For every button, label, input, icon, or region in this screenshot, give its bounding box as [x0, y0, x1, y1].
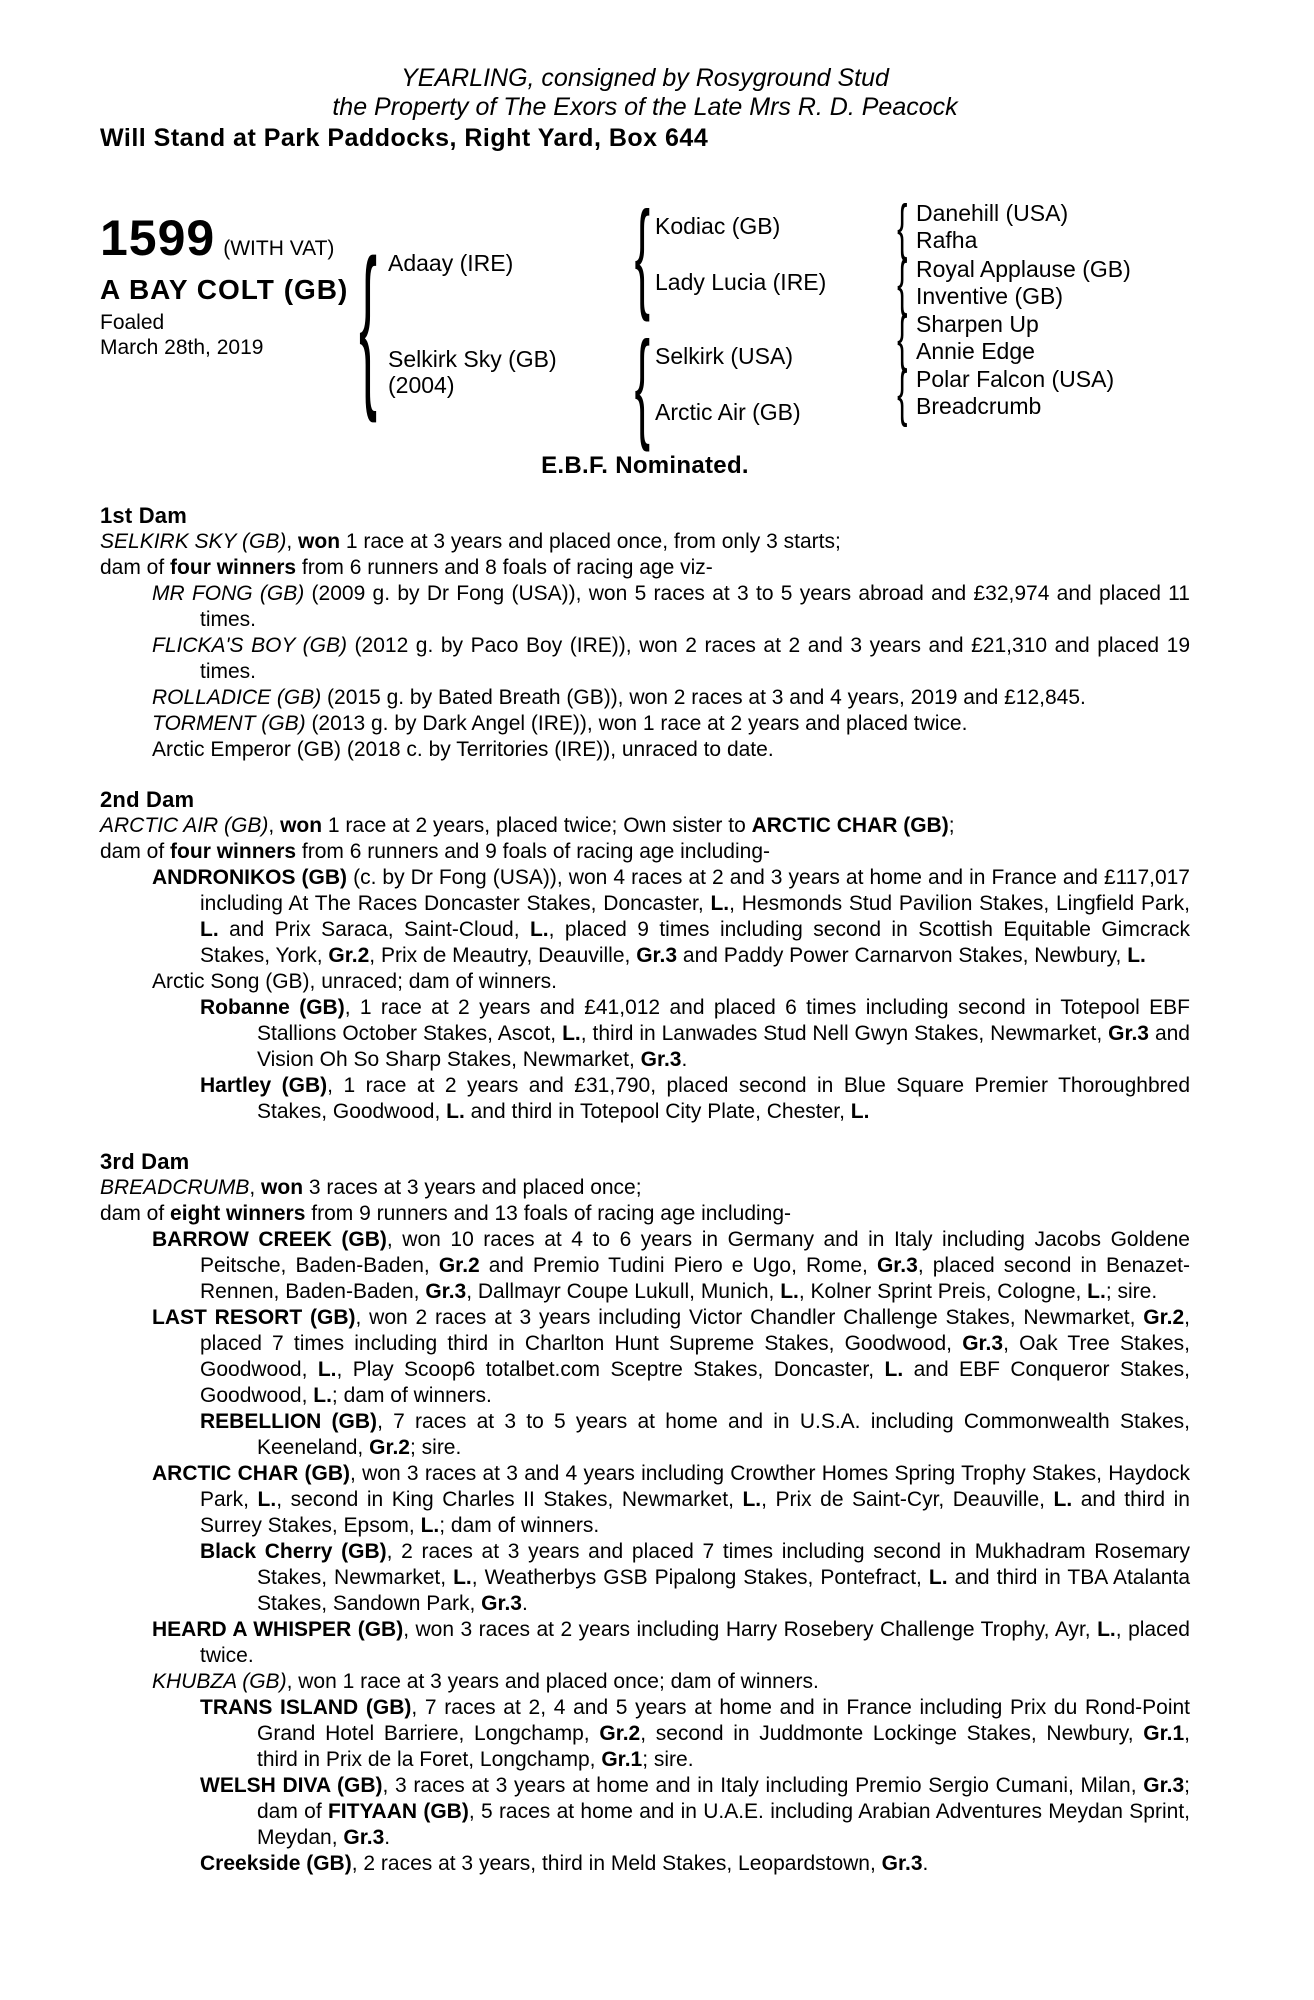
- pedigree-name: Annie Edge: [916, 338, 1035, 364]
- foaled-date: March 28th, 2019: [100, 336, 264, 359]
- pedigree-paragraph: FLICKA'S BOY (GB) (2012 g. by Paco Boy (IRE)), won 2 races at 2 and 3 years and £21,310 and placed 19 times.: [152, 634, 1190, 683]
- pedigree-paragraph: ANDRONIKOS (GB) (c. by Dr Fong (USA)), won 4 races at 2 and 3 years at home and in France and £117,017 including At The Races Doncaster Stakes, Doncaster, L., Hesmonds Stud Pavilion Stakes, Lingfield Park, L. and Prix Saraca, Saint-Cloud, L., placed 9 times including second in Scottish Equitable Gimcrack Stakes, York, Gr.2, Prix de Meautry, Deauville, Gr.3 and Paddy Power Carnarvon Stakes, Newbury, L.: [152, 866, 1191, 967]
- brace-icon: {: [634, 186, 650, 322]
- pedigree-table: [100, 174, 1190, 452]
- brace-icon: {: [896, 192, 908, 262]
- pedigree-paragraph: TRANS ISLAND (GB), 7 races at 2, 4 and 5 years at home and in France including Prix du Rond-Point Grand Hotel Barriere, Longchamp, Gr.2, second in Juddmonte Lockinge Stakes, Newbury, Gr.1, third in Prix de la Foret, Longchamp, Gr.1; sire.: [200, 1696, 1191, 1771]
- pedigree-paragraph: REBELLION (GB), 7 races at 3 to 5 years at home and in U.S.A. including Commonwealth Stakes, Keeneland, Gr.2; sire.: [200, 1410, 1190, 1459]
- gen3-pair-1: [916, 200, 1068, 254]
- gen2-pair-1: [655, 198, 826, 310]
- page-header: [100, 64, 1190, 154]
- dam-name-block: [388, 346, 557, 398]
- pedigree-paragraph: BREADCRUMB, won 3 races at 3 years and placed once;: [100, 1176, 642, 1199]
- dam-section-heading: 2nd Dam: [100, 787, 195, 812]
- granddam-name: Arctic Air (GB): [655, 399, 801, 425]
- pedigree-name: Inventive (GB): [916, 283, 1063, 309]
- pedigree-paragraph: dam of four winners from 6 runners and 9 foals of racing age including-: [100, 840, 770, 863]
- consigned-line: YEARLING, consigned by Rosyground Stud: [401, 64, 889, 92]
- brace-icon: {: [358, 222, 378, 424]
- brace-icon: {: [896, 358, 908, 428]
- lot-block: [100, 212, 348, 360]
- pedigree-paragraph: Black Cherry (GB), 2 races at 3 years and placed 7 times including second in Mukhadram Rosemary Stakes, Newmarket, L., Weatherbys GSB Pipalong Stakes, Pontefract, L. and third in TBA Atalanta Stakes, Sandown Park, Gr.3.: [200, 1540, 1191, 1615]
- lot-number: 1599: [100, 210, 216, 266]
- pedigree-paragraph: HEARD A WHISPER (GB), won 3 races at 2 years including Harry Rosebery Challenge Trophy, Ayr, L., placed twice.: [152, 1618, 1190, 1667]
- pedigree-paragraph: ROLLADICE (GB) (2015 g. by Bated Breath (GB)), won 2 races at 3 and 4 years, 2019 and £12,845.: [152, 686, 1086, 709]
- pedigree-paragraph: SELKIRK SKY (GB), won 1 race at 3 years and placed once, from only 3 starts;: [100, 530, 841, 553]
- dam-section: [100, 502, 1190, 763]
- pedigree-name: Sharpen Up: [916, 311, 1039, 337]
- pedigree-paragraph: TORMENT (GB) (2013 g. by Dark Angel (IRE)), won 1 race at 2 years and placed twice.: [152, 712, 968, 735]
- pedigree-paragraph: KHUBZA (GB), won 1 race at 3 years and placed once; dam of winners.: [152, 1670, 819, 1693]
- stand-line: Will Stand at Park Paddocks, Right Yard, Box 644: [100, 124, 709, 152]
- property-line: the Property of The Exors of the Late Mrs R. D. Peacock: [332, 93, 958, 121]
- dam-section-heading: 3rd Dam: [100, 1149, 190, 1174]
- pedigree-paragraph: WELSH DIVA (GB), 3 races at 3 years at home and in Italy including Premio Sergio Cumani, Milan, Gr.3; dam of FITYAAN (GB), 5 races at home and in U.A.E. including Arabian Adventures Meydan Sprint, Meydan, Gr.3.: [200, 1774, 1190, 1849]
- dam-sections: [100, 502, 1190, 1877]
- pedigree-paragraph: Creekside (GB), 2 races at 3 years, third in Meld Stakes, Leopardstown, Gr.3.: [200, 1852, 929, 1875]
- gen3-pair-2: [916, 256, 1131, 310]
- pedigree-paragraph: Arctic Emperor (GB) (2018 c. by Territories (IRE)), unraced to date.: [152, 738, 774, 761]
- pedigree-paragraph: LAST RESORT (GB), won 2 races at 3 years including Victor Chandler Challenge Stakes, Newmarket, Gr.2, placed 7 times including third in Charlton Hunt Supreme Stakes, Goodwood, Gr.3, Oak Tree Stakes, Goodwood, L., Play Scoop6 totalbet.com Sceptre Stakes, Doncaster, L. and EBF Conqueror Stakes, Goodwood, L.; dam of winners.: [152, 1306, 1191, 1407]
- dam-section: [100, 786, 1190, 1125]
- dam-year: (2004): [388, 372, 455, 398]
- colt-description: A BAY COLT (GB): [100, 274, 349, 305]
- pedigree-name: Royal Applause (GB): [916, 256, 1131, 282]
- dam-section-heading: 1st Dam: [100, 503, 187, 528]
- brace-icon: {: [896, 303, 908, 373]
- foaled-label: Foaled: [100, 311, 165, 334]
- dam-section: [100, 1148, 1190, 1877]
- sire-name: Adaay (IRE): [388, 250, 514, 276]
- pedigree-name: Polar Falcon (USA): [916, 366, 1115, 392]
- pedigree-paragraph: BARROW CREEK (GB), won 10 races at 4 to 6 years in Germany and in Italy including Jacobs Goldene Peitsche, Baden-Baden, Gr.2 and Premio Tudini Piero e Ugo, Rome, Gr.3, placed second in Benazet-Rennen, Baden-Baden, Gr.3, Dallmayr Coupe Lukull, Munich, L., Kolner Sprint Preis, Cologne, L.; sire.: [152, 1228, 1190, 1303]
- dam-name: Selkirk Sky (GB): [388, 346, 557, 372]
- vat-note: (WITH VAT): [223, 237, 335, 260]
- pedigree-name: Rafha: [916, 227, 978, 253]
- grandsire-name: Selkirk (USA): [655, 343, 794, 369]
- pedigree-paragraph: Arctic Song (GB), unraced; dam of winners.: [152, 970, 557, 993]
- gen3-pair-3: [916, 311, 1039, 365]
- grandsire-name: Kodiac (GB): [655, 213, 781, 239]
- brace-icon: {: [634, 316, 650, 452]
- pedigree-paragraph: Hartley (GB), 1 race at 2 years and £31,790, placed second in Blue Square Premier Thoroughbred Stakes, Goodwood, L. and third in Totepool City Plate, Chester, L.: [200, 1074, 1191, 1123]
- pedigree-paragraph: MR FONG (GB) (2009 g. by Dr Fong (USA)), won 5 races at 3 to 5 years abroad and £32,974 and placed 11 times.: [152, 582, 1190, 631]
- pedigree-paragraph: dam of four winners from 6 runners and 8 foals of racing age viz-: [100, 556, 713, 579]
- gen2-pair-2: [655, 328, 801, 440]
- gen3-pair-4: [916, 366, 1114, 420]
- pedigree-paragraph: ARCTIC CHAR (GB), won 3 races at 3 and 4 years including Crowther Homes Spring Trophy Stakes, Haydock Park, L., second in King Charles II Stakes, Newmarket, L., Prix de Saint-Cyr, Deauville, L. and third in Surrey Stakes, Epsom, L.; dam of winners.: [152, 1462, 1190, 1537]
- ebf-nominated-note: E.B.F. Nominated.: [541, 452, 749, 479]
- pedigree-name: Danehill (USA): [916, 200, 1069, 226]
- granddam-name: Lady Lucia (IRE): [655, 269, 827, 295]
- pedigree-paragraph: Robanne (GB), 1 race at 2 years and £41,012 and placed 6 times including second in Totepool EBF Stallions October Stakes, Ascot, L., third in Lanwades Stud Nell Gwyn Stakes, Newmarket, Gr.3 and Vision Oh So Sharp Stakes, Newmarket, Gr.3.: [200, 996, 1190, 1071]
- pedigree-name: Breadcrumb: [916, 393, 1042, 419]
- pedigree-paragraph: dam of eight winners from 9 runners and 13 foals of racing age including-: [100, 1202, 792, 1225]
- pedigree-paragraph: ARCTIC AIR (GB), won 1 race at 2 years, placed twice; Own sister to ARCTIC CHAR (GB);: [100, 814, 955, 837]
- brace-icon: {: [896, 248, 908, 318]
